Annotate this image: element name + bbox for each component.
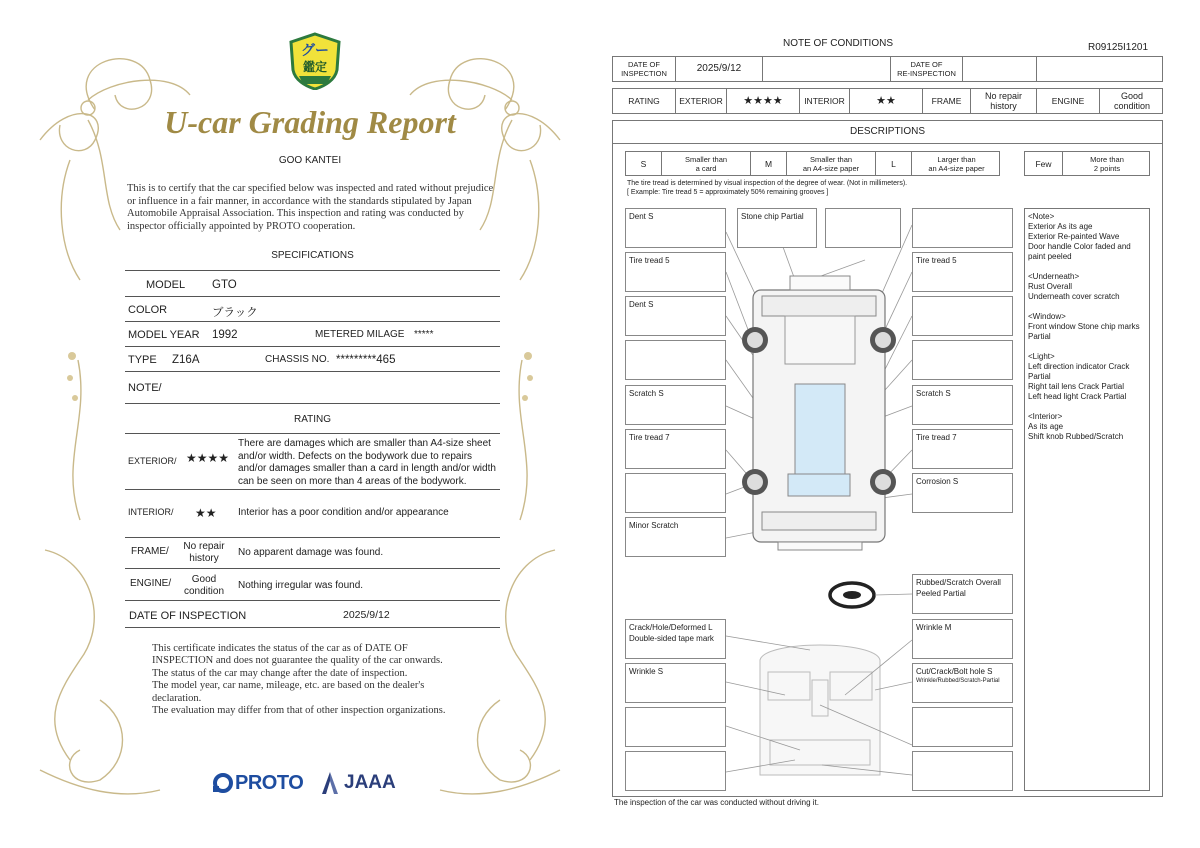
- disclaimer-line: The status of the car may change after the date of inspection.: [152, 667, 408, 679]
- note-line: Exterior As its age: [1028, 222, 1093, 231]
- model-value: GTO: [212, 279, 237, 291]
- specifications-heading: SPECIFICATIONS: [271, 250, 354, 261]
- legend-l-description: [912, 152, 1001, 175]
- annotation-box: [625, 340, 726, 380]
- frame-value: [174, 541, 234, 565]
- annotation-box: Tire tread 5: [625, 252, 726, 292]
- interior-annotation-line: Wrinkle/Rubbed/Scratch-Partial: [916, 678, 1000, 684]
- interior-annotation-box: Wrinkle S: [625, 663, 726, 703]
- annotation-box: [825, 208, 901, 248]
- annotation-box: [912, 208, 1013, 248]
- descriptions-heading: DESCRIPTIONS: [849, 126, 925, 137]
- annotation-box: Tire tread 7: [625, 429, 726, 469]
- tire-note-line-2: [ Example: Tire tread 5 = approximately 50% remaining grooves ]: [627, 189, 829, 196]
- goo-kantei-badge: [287, 32, 343, 90]
- legend-few-line-1: More than: [1090, 154, 1124, 164]
- interior-annotation-box: [625, 751, 726, 791]
- interior-annotation-line: Crack/Hole/Deformed L: [629, 623, 713, 632]
- annotation-box: [912, 296, 1013, 336]
- note-line: Right tail lens Crack Partial: [1028, 382, 1125, 391]
- exterior-description: There are damages which are smaller than A4-size sheet and/or width. Defects on the bodywork due to repairs and/or damages smaller than a card in length and/or width can be seen on more than 4 areas of the bodywork.: [238, 438, 496, 487]
- engine-label: ENGINE/: [130, 578, 172, 589]
- divider: [125, 371, 500, 372]
- annotation-box: Minor Scratch: [625, 517, 726, 557]
- divider: [125, 403, 500, 404]
- annotation-box: Dent S: [625, 208, 726, 248]
- rating-header: RATING: [613, 89, 676, 113]
- legend-s-description: [662, 152, 751, 175]
- steering-annotation-box: [912, 574, 1013, 614]
- annotation-box: [625, 473, 726, 513]
- report-subtitle: GOO KANTEI: [278, 155, 342, 166]
- divider: [125, 433, 500, 434]
- mileage-label: METERED MILAGE: [315, 329, 405, 340]
- certificate-intro: This is to certify that the car specified below was inspected and rated without prejudice or influence in a fair manner, in accordance with the standards stipulated by Japan Automobile Appraisal Association. This inspection and rating was conducted by inspector officially appointed by PROTO cooperation.: [127, 183, 494, 232]
- interior-description: Interior has a poor condition and/or appearance: [238, 507, 449, 518]
- annotation-box: Stone chip Partial: [737, 208, 817, 248]
- interior-stars: ★★: [850, 89, 923, 113]
- date-of-inspection-value: 2025/9/12: [343, 609, 390, 621]
- note-line: <Window>: [1028, 312, 1066, 321]
- divider: [125, 537, 500, 538]
- divider: [125, 321, 500, 322]
- reinspection-header-line-2: RE-INSPECTION: [897, 69, 956, 78]
- annotation-box: Tire tread 7: [912, 429, 1013, 469]
- empty-cell: [763, 57, 891, 81]
- note-line: Left head light Crack Partial: [1028, 392, 1127, 401]
- note-line: Exterior Re-painted Wave: [1028, 232, 1120, 241]
- note-line: [1028, 342, 1146, 352]
- conditions-title: NOTE OF CONDITIONS: [783, 38, 893, 49]
- color-label: COLOR: [128, 304, 168, 316]
- note-line: <Underneath>: [1028, 272, 1080, 281]
- note-line: Left direction indicator Crack: [1028, 362, 1130, 371]
- engine-value-line-1: Good: [191, 574, 217, 585]
- interior-header: INTERIOR: [800, 89, 850, 113]
- divider: [125, 627, 500, 628]
- disclaimer-line: declaration.: [152, 692, 202, 704]
- legend-s-line-1: Smaller than: [684, 154, 728, 164]
- legend-l: L: [876, 152, 912, 175]
- tire-note-line-1: The tire tread is determined by visual inspection of the degree of wear. (Not in millimeters).: [627, 180, 908, 187]
- type-label: TYPE: [128, 354, 157, 366]
- legend-m-line-1: Smaller than: [809, 154, 853, 164]
- proto-logo-text: PROTO: [235, 771, 304, 794]
- annotation-box: Scratch S: [625, 385, 726, 425]
- frame-label: FRAME/: [131, 546, 169, 557]
- report-reference-number: R09125I1201: [1088, 42, 1149, 53]
- annotation-box: Dent S: [625, 296, 726, 336]
- note-line: <Note>: [1028, 212, 1055, 221]
- engine-description: Nothing irregular was found.: [238, 580, 364, 591]
- interior-annotation-box: [625, 619, 726, 659]
- annotation-box: Tire tread 5: [912, 252, 1013, 292]
- type-value: Z16A: [172, 354, 200, 366]
- interior-annotation-box: [912, 663, 1013, 703]
- chassis-value: *********465: [336, 354, 396, 366]
- interior-annotation-box: [912, 707, 1013, 747]
- engine-value: [1100, 89, 1164, 113]
- interior-annotation-box: [912, 751, 1013, 791]
- proto-logo: [213, 770, 303, 796]
- note-line: Partial: [1028, 372, 1051, 381]
- frame-value-line-1: No repair: [984, 91, 1022, 101]
- note-line: Door handle Color faded and: [1028, 242, 1131, 251]
- date-of-inspection-label: DATE OF INSPECTION: [129, 610, 247, 622]
- engine-value-line-2: condition: [183, 586, 225, 597]
- jaaa-logo-text: JAAA: [344, 772, 396, 793]
- interior-annotation-line: Cut/Crack/Bolt hole S: [916, 667, 993, 676]
- legend-m-line-2: an A4-size paper: [802, 163, 860, 173]
- frame-description: No apparent damage was found.: [238, 547, 384, 558]
- legend-few: Few: [1025, 152, 1063, 175]
- interior-annotation-box: [625, 707, 726, 747]
- note-line: <Light>: [1028, 352, 1055, 361]
- note-line: [1028, 262, 1146, 272]
- engine-value-line-1: Good: [1120, 91, 1144, 101]
- jaaa-logo: [320, 770, 396, 796]
- note-line: [1028, 402, 1146, 412]
- divider: [125, 296, 500, 297]
- date-of-inspection-value: 2025/9/12: [676, 57, 763, 81]
- interior-stars: ★★: [195, 506, 217, 520]
- disclaimer-line: This certificate indicates the status of the car as of DATE OF: [152, 643, 408, 654]
- note-line: <Interior>: [1028, 412, 1063, 421]
- divider: [125, 489, 500, 490]
- note-line: Underneath cover scratch: [1028, 292, 1120, 301]
- note-line: paint peeled: [1028, 252, 1072, 261]
- model-label: MODEL: [146, 279, 186, 291]
- notes-panel: [1024, 208, 1150, 791]
- engine-value: [174, 574, 234, 598]
- date-of-inspection-header: [613, 57, 676, 81]
- size-legend: [625, 151, 1000, 176]
- reinspection-header-line-1: DATE OF: [910, 60, 943, 69]
- re-inspection-header: [891, 57, 963, 81]
- legend-m-description: [787, 152, 876, 175]
- divider: [125, 600, 500, 601]
- interior-annotation-line: Double-sided tape mark: [629, 634, 714, 643]
- steering-wheel-icon: [830, 583, 874, 607]
- engine-value-line-2: condition: [1113, 101, 1151, 111]
- legend-s: S: [626, 152, 662, 175]
- legend-few-line-2: 2 points: [1093, 163, 1121, 173]
- mileage-value: *****: [414, 329, 434, 340]
- note-line: Shift knob Rubbed/Scratch: [1028, 432, 1124, 441]
- report-title: U-car Grading Report: [164, 104, 456, 140]
- model-year-label: MODEL YEAR: [128, 329, 200, 341]
- chassis-label: CHASSIS NO.: [265, 354, 330, 365]
- date-header-line-1: DATE OF: [628, 60, 660, 69]
- steering-annotation-line-1: Rubbed/Scratch Overall: [916, 578, 1001, 587]
- legend-few-description: [1063, 152, 1151, 175]
- legend-l-line-2: an A4-size paper: [928, 163, 985, 173]
- legend-s-line-2: a card: [695, 163, 717, 173]
- frame-value: [971, 89, 1037, 113]
- legend-m: M: [751, 152, 787, 175]
- jaaa-logo-icon: [320, 771, 340, 795]
- color-value: ブラック: [212, 307, 258, 319]
- disclaimer-line: The model year, car name, mileage, etc. are based on the dealer's: [152, 680, 425, 692]
- annotation-box: [912, 340, 1013, 380]
- empty-cell: [1037, 57, 1164, 81]
- proto-logo-icon: [213, 772, 233, 794]
- note-label: NOTE/: [128, 382, 162, 394]
- badge-top-text: グー: [301, 42, 329, 58]
- interior-annotation-box: Wrinkle M: [912, 619, 1013, 659]
- note-line: Rust Overall: [1028, 282, 1073, 291]
- badge-bottom-text: 鑑定: [302, 60, 327, 74]
- model-year-value: 1992: [212, 329, 238, 341]
- few-legend: [1024, 151, 1150, 176]
- frame-header: FRAME: [923, 89, 971, 113]
- exterior-stars: ★★★★: [727, 89, 800, 113]
- annotation-box: Corrosion S: [912, 473, 1013, 513]
- exterior-stars: ★★★★: [186, 451, 230, 465]
- note-line: [1028, 302, 1146, 312]
- rating-heading: RATING: [293, 414, 332, 425]
- divider: [125, 568, 500, 569]
- inspection-footer-note: The inspection of the car was conducted without driving it.: [614, 798, 819, 807]
- descriptions-divider: [612, 143, 1163, 144]
- re-inspection-value: [963, 57, 1037, 81]
- date-row: [612, 56, 1163, 82]
- legend-l-line-1: Larger than: [937, 154, 976, 164]
- note-line: Partial: [1028, 332, 1051, 341]
- note-line: As its age: [1028, 422, 1064, 431]
- exterior-label: EXTERIOR/: [128, 456, 177, 466]
- frame-value-line-2: history: [990, 101, 1017, 111]
- disclaimer-line: The evaluation may differ from that of other inspection organizations.: [152, 705, 446, 717]
- interior-label: INTERIOR/: [128, 507, 174, 517]
- exterior-header: EXTERIOR: [676, 89, 727, 113]
- note-line: Front window Stone chip marks: [1028, 322, 1140, 331]
- engine-header: ENGINE: [1037, 89, 1100, 113]
- divider: [125, 270, 500, 271]
- frame-value-line-2: history: [189, 553, 219, 564]
- annotation-box: Scratch S: [912, 385, 1013, 425]
- disclaimer-line: INSPECTION and does not guarantee the quality of the car onwards.: [152, 655, 443, 667]
- frame-value-line-1: No repair: [183, 541, 225, 552]
- rating-row: [612, 88, 1163, 114]
- date-header-line-2: INSPECTION: [621, 69, 667, 78]
- divider: [125, 346, 500, 347]
- steering-annotation-line-2: Peeled Partial: [916, 589, 966, 598]
- certificate-disclaimer: [152, 643, 482, 717]
